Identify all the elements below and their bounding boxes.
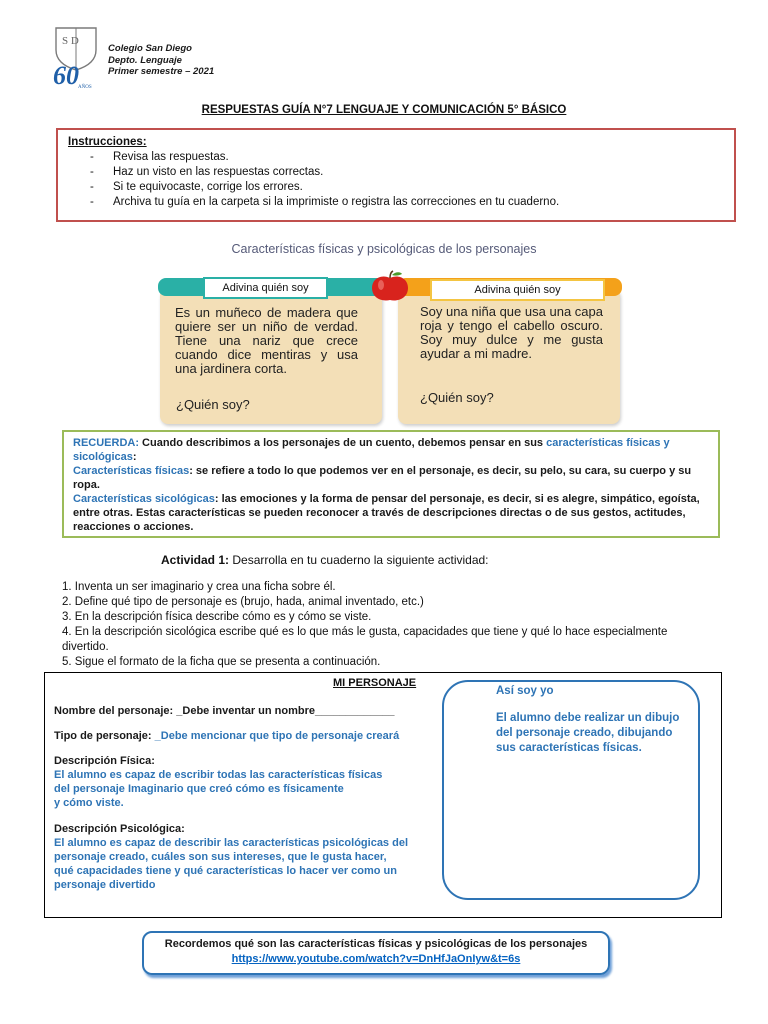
activity-label: Actividad 1: <box>161 553 230 567</box>
activity-item: 1. Inventa un ser imaginario y crea una ficha sobre él. <box>62 581 336 593</box>
activity-list <box>62 580 682 670</box>
activity-heading <box>161 553 489 567</box>
fisicas-label: Características físicas <box>73 465 190 477</box>
physical-line: El alumno es capaz de escribir todas las características físicas <box>54 769 383 781</box>
instruction-item: - Archiva tu guía en la carpeta si la imprimiste o registra las correcciones en tu cuaderno. <box>68 195 724 210</box>
logo-number: 60 <box>53 61 79 90</box>
section-title: Características físicas y psicológicas de los personajes <box>231 242 537 256</box>
physical-label: Descripción Física: <box>54 755 155 767</box>
type-value: _Debe mencionar que tipo de personaje creará <box>154 730 400 742</box>
character-sheet-title: MI PERSONAJE <box>333 677 417 689</box>
instruction-item: - Revisa las respuestas. <box>68 150 724 165</box>
physical-description <box>54 754 382 810</box>
name-label: Nombre del personaje: <box>54 705 177 717</box>
sicologicas-label: Características sicológicas <box>73 493 215 505</box>
instructions-box <box>56 128 736 222</box>
page-title: RESPUESTAS GUÍA N°7 LENGUAJE Y COMUNICACIÓN 5° BÁSICO <box>201 104 567 116</box>
name-row <box>54 704 395 718</box>
recuerda-label: RECUERDA: <box>73 437 139 449</box>
activity-item: 3. En la descripción física describe cómo es y cómo se viste. <box>62 611 372 623</box>
card-1-question: ¿Quién soy? <box>176 397 250 412</box>
card-2-text: Soy una niña que usa una capa roja y tengo el cabello oscuro. Soy muy dulce y me gusta ayudar a mi madre. <box>420 304 603 361</box>
logo-letters: S D <box>62 35 79 47</box>
activity-item: 4. En la descripción sicológica escribe qué es lo que más le gusta, capacidades que tiene y qué lo hace especialmente divertido. <box>62 626 668 653</box>
physical-line: del personaje Imaginario que creó cómo es físicamente <box>54 783 344 795</box>
psychological-line: El alumno es capaz de describir las características psicológicas del <box>54 837 408 849</box>
video-reminder-box <box>142 931 610 975</box>
psychological-label: Descripción Psicológica: <box>54 823 185 835</box>
activity-item: 2. Define qué tipo de personaje es (brujo, hada, animal inventado, etc.) <box>62 596 424 608</box>
school-name: Colegio San Diego <box>108 43 192 54</box>
instruction-item: - Haz un visto en las respuestas correctas. <box>68 165 724 180</box>
recuerda-intro-end: : <box>132 451 137 463</box>
sicologicas-text: : las emociones y la forma de pensar del personaje, es decir, si es alegre, simpático, egoísta, entre otras. Estas características se pueden reconocer a través de descripciones directas o de sus gestos, actitudes, reacciones o acciones. <box>73 493 700 533</box>
recuerda-intro: Cuando describimos a los personajes de un cuento, debemos pensar en sus <box>139 437 547 449</box>
activity-text: Desarrolla en tu cuaderno la siguiente actividad: <box>229 553 489 567</box>
fisicas-text: : se refiere a todo lo que podemos ver en el personaje, es decir, su pelo, su cara, su cuerpo y su ropa. <box>73 465 692 491</box>
physical-line: y cómo viste. <box>54 797 124 809</box>
psychological-line: qué capacidades tiene y qué características lo hacer ver como un <box>54 865 397 877</box>
school-info <box>108 43 214 78</box>
psychological-line: personaje divertido <box>54 879 156 891</box>
card-1-tag: Adivina quién soy <box>203 277 328 299</box>
card-1-text: Es un muñeco de madera que quiere ser un niño de verdad. Tiene una nariz que crece cuando dice mentiras y usa una jardinera corta. <box>175 305 358 376</box>
activity-item: 5. Sigue el formato de la ficha que se presenta a continuación. <box>62 656 381 668</box>
school-semester: Primer semestre – 2021 <box>108 66 215 77</box>
type-row <box>54 729 399 743</box>
drawing-box-text: El alumno debe realizar un dibujo del personaje creado, dibujando sus características físicas. <box>496 712 680 754</box>
type-label: Tipo de personaje: <box>54 730 155 742</box>
recuerda-box <box>62 430 720 538</box>
school-department: Depto. Lenguaje <box>108 54 182 66</box>
name-value: _Debe inventar un nombre_____________ <box>176 705 395 717</box>
card-2-question: ¿Quién soy? <box>420 390 494 405</box>
instructions-list <box>68 150 724 210</box>
apple-icon <box>368 270 412 304</box>
instructions-heading: Instrucciones: <box>68 136 147 148</box>
card-2-tag: Adivina quién soy <box>430 279 605 301</box>
instruction-item: - Si te equivocaste, corrige los errores. <box>68 180 724 195</box>
psychological-description <box>54 822 408 892</box>
drawing-box-title: Así soy yo <box>496 685 554 697</box>
video-reminder-text: Recordemos qué son las características físicas y psicológicas de los personajes <box>164 938 588 950</box>
school-logo <box>50 24 102 90</box>
recuerda-highlight: características físicas y sicológicas <box>73 437 670 463</box>
logo-sub: AÑOS <box>78 85 92 90</box>
psychological-line: personaje creado, cuáles son sus intereses, que le gusta hacer, <box>54 851 387 863</box>
video-link[interactable]: https://www.youtube.com/watch?v=DnHfJaOnIyw&t=6s <box>231 953 521 965</box>
